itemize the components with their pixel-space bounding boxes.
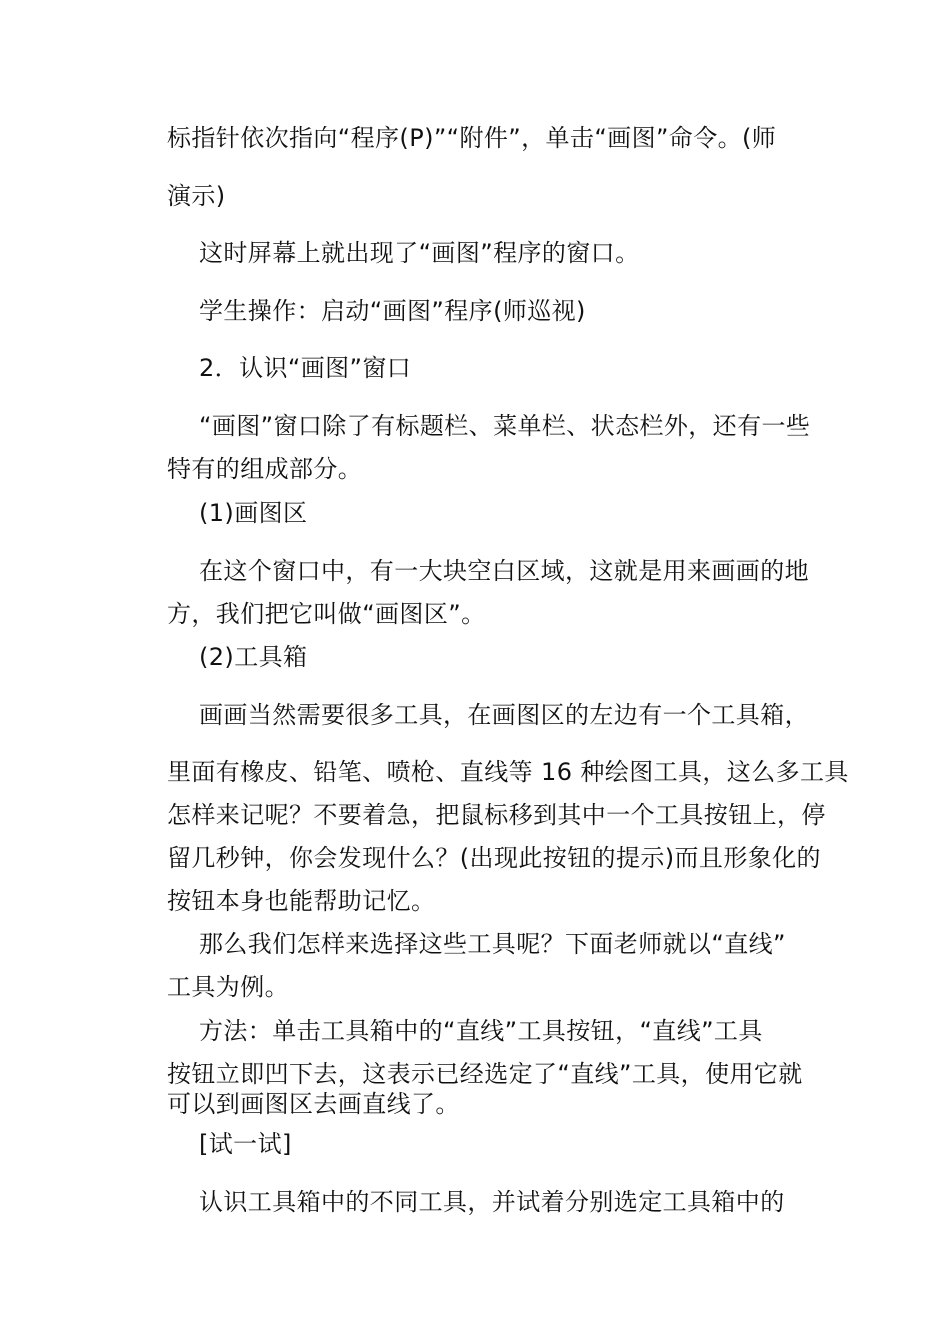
text-line: 认识工具箱中的不同工具，并试着分别选定工具箱中的 bbox=[199, 1188, 785, 1216]
subsection-heading: (2)工具箱 bbox=[199, 643, 308, 671]
text-line: 演示) bbox=[167, 182, 226, 210]
text-line: “画图”窗口除了有标题栏、菜单栏、状态栏外，还有一些 bbox=[199, 412, 811, 440]
text-line: 画画当然需要很多工具，在画图区的左边有一个工具箱， bbox=[199, 701, 809, 729]
text-line: 按钮本身也能帮助记忆。 bbox=[167, 887, 436, 915]
text-line: 这时屏幕上就出现了“画图”程序的窗口。 bbox=[199, 239, 640, 267]
subsection-heading: [试一试] bbox=[199, 1130, 292, 1158]
text-line: 留几秒钟，你会发现什么？(出现此按钮的提示)而且形象化的 bbox=[167, 844, 821, 872]
subsection-heading: (1)画图区 bbox=[199, 499, 308, 527]
section-heading: 2．认识“画图”窗口 bbox=[199, 354, 412, 382]
text-line: 那么我们怎样来选择这些工具呢？下面老师就以“直线” bbox=[199, 930, 786, 958]
text-line: 标指针依次指向“程序(P)”“附件”，单击“画图”命令。(师 bbox=[167, 124, 777, 152]
text-line: 工具为例。 bbox=[167, 973, 289, 1001]
text-line: 按钮立即凹下去，这表示已经选定了“直线”工具，使用它就 bbox=[167, 1060, 803, 1088]
text-line: 里面有橡皮、铅笔、喷枪、直线等 16 种绘图工具，这么多工具 bbox=[167, 758, 849, 786]
text-line: 可以到画图区去画直线了。 bbox=[167, 1090, 460, 1118]
text-line: 方法：单击工具箱中的“直线”工具按钮，“直线”工具 bbox=[199, 1017, 763, 1045]
text-line: 学生操作：启动“画图”程序(师巡视) bbox=[199, 297, 586, 325]
text-line: 怎样来记呢？不要着急，把鼠标移到其中一个工具按钮上，停 bbox=[167, 801, 826, 829]
text-line: 特有的组成部分。 bbox=[167, 455, 363, 483]
text-line: 在这个窗口中，有一大块空白区域，这就是用来画画的地 bbox=[199, 557, 809, 585]
text-line: 方，我们把它叫做“画图区”。 bbox=[167, 600, 486, 628]
